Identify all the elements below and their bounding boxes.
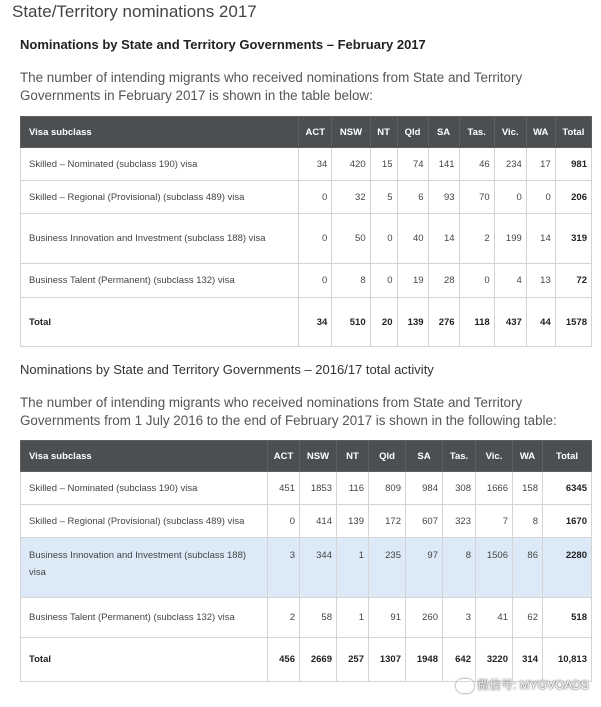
header-cell: WA [513,441,543,472]
table-cell: 308 [443,472,476,505]
table-cell: 451 [268,472,300,505]
table-row [21,472,592,505]
table-cell: 6 [397,181,428,214]
table-total-row [21,638,592,682]
visa-name-cell: Business Innovation and Investment (subclass 188) visa [21,538,268,598]
table-cell: 3 [443,598,476,638]
page-title: State/Territory nominations 2017 [12,2,257,21]
table-cell: 1 [337,538,369,598]
table-row [21,505,592,538]
table-cell: 1307 [369,638,406,682]
total-cell: 981 [555,148,591,181]
table-cell: 74 [397,148,428,181]
table-cell: 2669 [300,638,337,682]
table-cell: 14 [526,214,555,264]
table-cell: 456 [268,638,300,682]
table-row [21,598,592,638]
table-row [21,148,592,181]
header-cell: Total [555,117,591,148]
header-cell: Total [543,441,592,472]
table-cell: 0 [526,181,555,214]
table-cell: 437 [494,298,526,347]
header-cell: Qld [397,117,428,148]
header-cell: Visa subclass [21,441,268,472]
table-cell: 984 [406,472,443,505]
table-cell: 141 [428,148,459,181]
table-cell: 34 [299,148,332,181]
table-cell: 32 [332,181,370,214]
visa-name-cell: Business Innovation and Investment (subclass 188) visa [21,214,299,264]
header-cell: Tas. [459,117,494,148]
table-cell: 34 [299,298,332,347]
table-cell: 86 [513,538,543,598]
total-cell: 206 [555,181,591,214]
table-cell: 809 [369,472,406,505]
table-cell: 0 [494,181,526,214]
table-cell: 15 [370,148,397,181]
header-cell: NSW [332,117,370,148]
table-cell: 1666 [476,472,513,505]
table-cell: 2 [459,214,494,264]
table-cell: 0 [299,181,332,214]
february-nominations-table [20,116,592,347]
table-cell: 50 [332,214,370,264]
total-cell: 1578 [555,298,591,347]
table-cell: 91 [369,598,406,638]
total-cell: 72 [555,264,591,298]
table-cell: 1948 [406,638,443,682]
total-cell: 10,813 [543,638,592,682]
table-cell: 58 [300,598,337,638]
table-header-row [21,117,592,148]
table-cell: 0 [299,264,332,298]
table-cell: 276 [428,298,459,347]
table-cell: 642 [443,638,476,682]
visa-name-cell: Business Talent (Permanent) (subclass 132) visa [21,264,299,298]
table-cell: 93 [428,181,459,214]
table-header-row [21,441,592,472]
header-cell: Vic. [494,117,526,148]
table-row [21,181,592,214]
table-cell: 3 [268,538,300,598]
table-cell: 139 [397,298,428,347]
table-cell: 7 [476,505,513,538]
wechat-icon [456,679,474,693]
header-cell: Visa subclass [21,117,299,148]
header-cell: SA [428,117,459,148]
table-cell: 0 [370,214,397,264]
table-cell: 314 [513,638,543,682]
total-cell: 2280 [543,538,592,598]
section1-intro: The number of intending migrants who received nominations from State and Territory Governments in February 2017 is shown in the table below: [20,70,523,103]
table-cell: 0 [268,505,300,538]
table-cell: 139 [337,505,369,538]
table-cell: 510 [332,298,370,347]
table-cell: 1853 [300,472,337,505]
section1-heading: Nominations by State and Territory Governments – February 2017 [20,37,426,52]
table-cell: 3220 [476,638,513,682]
table-row-highlighted [21,538,592,598]
table-cell: 1506 [476,538,513,598]
table-cell: 8 [332,264,370,298]
table-cell: 20 [370,298,397,347]
section2-intro: The number of intending migrants who received nominations from State and Territory Governments from 1 July 2016 to the end of February 2017 is shown in the following table: [20,395,557,428]
header-cell: SA [406,441,443,472]
total-cell: 518 [543,598,592,638]
table-cell: 0 [370,264,397,298]
header-cell: ACT [299,117,332,148]
table-cell: 5 [370,181,397,214]
table-cell: 172 [369,505,406,538]
table-cell: 158 [513,472,543,505]
table-row [21,264,592,298]
table-cell: 344 [300,538,337,598]
header-cell: Qld [369,441,406,472]
table-cell: 19 [397,264,428,298]
visa-name-cell: Skilled – Regional (Provisional) (subclass 489) visa [21,181,299,214]
table-cell: 62 [513,598,543,638]
table-cell: 1 [337,598,369,638]
table-cell: 116 [337,472,369,505]
table-cell: 0 [459,264,494,298]
table-cell: 257 [337,638,369,682]
total-cell: 1670 [543,505,592,538]
table-row [21,214,592,264]
header-cell: NT [370,117,397,148]
table-cell: 28 [428,264,459,298]
table-cell: 4 [494,264,526,298]
table-cell: 235 [369,538,406,598]
table-cell: 234 [494,148,526,181]
watermark-text: 微信号: MYGVOADS [476,678,589,692]
total-label-cell: Total [21,638,268,682]
table-cell: 13 [526,264,555,298]
table-cell: 46 [459,148,494,181]
visa-name-cell: Skilled – Nominated (subclass 190) visa [21,148,299,181]
table-cell: 44 [526,298,555,347]
table-cell: 17 [526,148,555,181]
header-cell: Tas. [443,441,476,472]
table-cell: 8 [443,538,476,598]
table-cell: 323 [443,505,476,538]
table-cell: 607 [406,505,443,538]
total-label-cell: Total [21,298,299,347]
table-cell: 14 [428,214,459,264]
table-cell: 97 [406,538,443,598]
table-cell: 40 [397,214,428,264]
table-total-row [21,298,592,347]
section2-heading: Nominations by State and Territory Governments – 2016/17 total activity [20,362,434,377]
table-cell: 41 [476,598,513,638]
visa-name-cell: Business Talent (Permanent) (subclass 132) visa [21,598,268,638]
header-cell: ACT [268,441,300,472]
table-cell: 199 [494,214,526,264]
watermark [456,676,589,693]
table-cell: 420 [332,148,370,181]
header-cell: WA [526,117,555,148]
header-cell: NSW [300,441,337,472]
table-cell: 0 [299,214,332,264]
header-cell: Vic. [476,441,513,472]
visa-name-cell: Skilled – Nominated (subclass 190) visa [21,472,268,505]
total-cell: 6345 [543,472,592,505]
visa-name-cell: Skilled – Regional (Provisional) (subclass 489) visa [21,505,268,538]
header-cell: NT [337,441,369,472]
table-cell: 118 [459,298,494,347]
total-cell: 319 [555,214,591,264]
total-activity-table [20,440,592,682]
table-cell: 260 [406,598,443,638]
table-cell: 2 [268,598,300,638]
table-cell: 414 [300,505,337,538]
table-cell: 70 [459,181,494,214]
table-cell: 8 [513,505,543,538]
